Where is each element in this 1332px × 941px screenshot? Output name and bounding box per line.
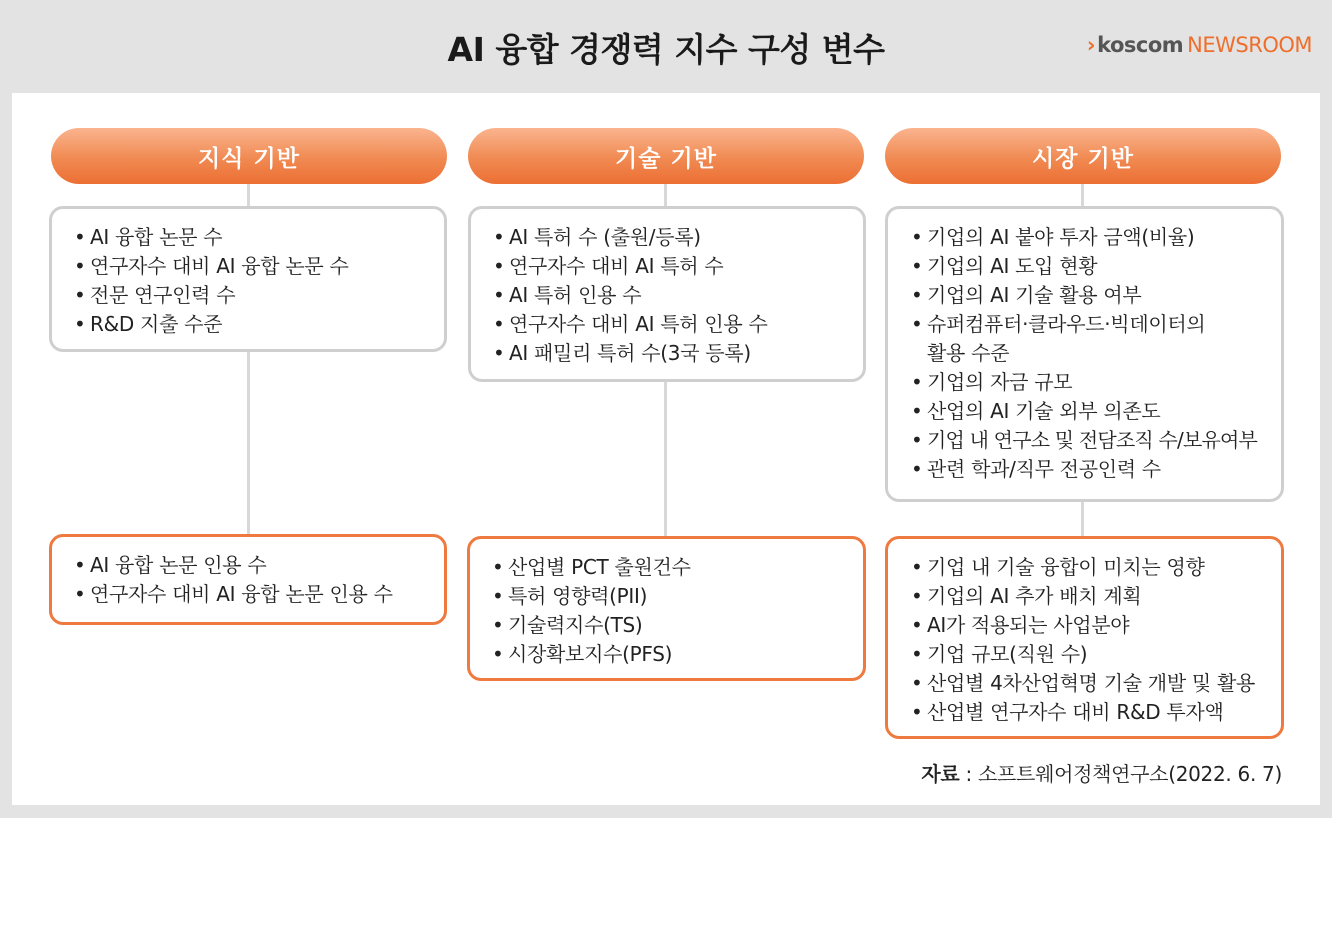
- list-item: • 연구자수 대비 AI 융합 논문 수: [74, 252, 434, 281]
- source-text: : 소프트웨어정책연구소(2022. 6. 7): [959, 762, 1282, 786]
- list-item: • AI 특허 인용 수: [493, 281, 853, 310]
- knowledge-bottom-box: [49, 534, 447, 625]
- list-item: • 기업 규모(직원 수): [911, 640, 1271, 669]
- list-item: • 기업 내 기술 융합이 미치는 영향: [911, 553, 1271, 582]
- list-item: • 산업별 PCT 출원건수: [492, 553, 853, 582]
- list-item: • 전문 연구인력 수: [74, 281, 434, 310]
- technology-top-box: [468, 206, 866, 382]
- list-item: • 시장확보지수(PFS): [492, 640, 853, 669]
- column-header-market: 시장 기반: [885, 128, 1281, 184]
- brand-name: koscom: [1097, 33, 1184, 57]
- list-item: • R&D 지출 수준: [74, 310, 434, 339]
- market-bottom-box: [885, 536, 1284, 739]
- list-item-continuation: 활용 수준: [927, 341, 1010, 365]
- source-note: [921, 758, 1282, 787]
- list-item: • 산업별 연구자수 대비 R&D 투자액: [911, 698, 1271, 727]
- list-item: • AI 융합 논문 수: [74, 223, 434, 252]
- column-header-knowledge: 지식 기반: [51, 128, 447, 184]
- list-item: • 연구자수 대비 AI 특허 수: [493, 252, 853, 281]
- list-item: • 기업의 자금 규모: [911, 368, 1271, 397]
- brand-logo: [1087, 33, 1312, 57]
- column-header-technology: 기술 기반: [468, 128, 864, 184]
- list-item: • 기업의 AI 도입 현황: [911, 252, 1271, 281]
- list-item: • 연구자수 대비 AI 융합 논문 인용 수: [74, 580, 434, 609]
- list-item: • 특허 영향력(PII): [492, 582, 853, 611]
- list-item: • 산업별 4차산업혁명 기술 개발 및 활용: [911, 669, 1271, 698]
- knowledge-top-box: [49, 206, 447, 352]
- list-item: • AI 특허 수 (출원/등록): [493, 223, 853, 252]
- page-title: AI 융합 경쟁력 지수 구성 변수: [447, 30, 885, 69]
- market-top-box: [885, 206, 1284, 502]
- brand-suffix: NEWSROOM: [1187, 33, 1312, 57]
- list-item: • 기업의 AI 추가 배치 계획: [911, 582, 1271, 611]
- list-item: • 관련 학과/직무 전공인력 수: [911, 455, 1271, 484]
- source-label: 자료: [921, 762, 960, 786]
- list-item: • AI 패밀리 특허 수(3국 등록): [493, 339, 853, 368]
- list-item: • 기술력지수(TS): [492, 611, 853, 640]
- list-item: • 산업의 AI 기술 외부 의존도: [911, 397, 1271, 426]
- list-item: • 연구자수 대비 AI 특허 인용 수: [493, 310, 853, 339]
- list-item: • 슈퍼컴퓨터·클라우드·빅데이터의: [911, 310, 1271, 339]
- chevron-icon: ›: [1086, 33, 1096, 57]
- list-item: • 기업 내 연구소 및 전담조직 수/보유여부: [911, 426, 1271, 455]
- list-item: • AI가 적용되는 사업분야: [911, 611, 1271, 640]
- list-item: • 기업의 AI 기술 활용 여부: [911, 281, 1271, 310]
- list-item: • AI 융합 논문 인용 수: [74, 551, 434, 580]
- technology-bottom-box: [467, 536, 866, 681]
- list-item: • 기업의 AI 붙야 투자 금액(비율): [911, 223, 1271, 252]
